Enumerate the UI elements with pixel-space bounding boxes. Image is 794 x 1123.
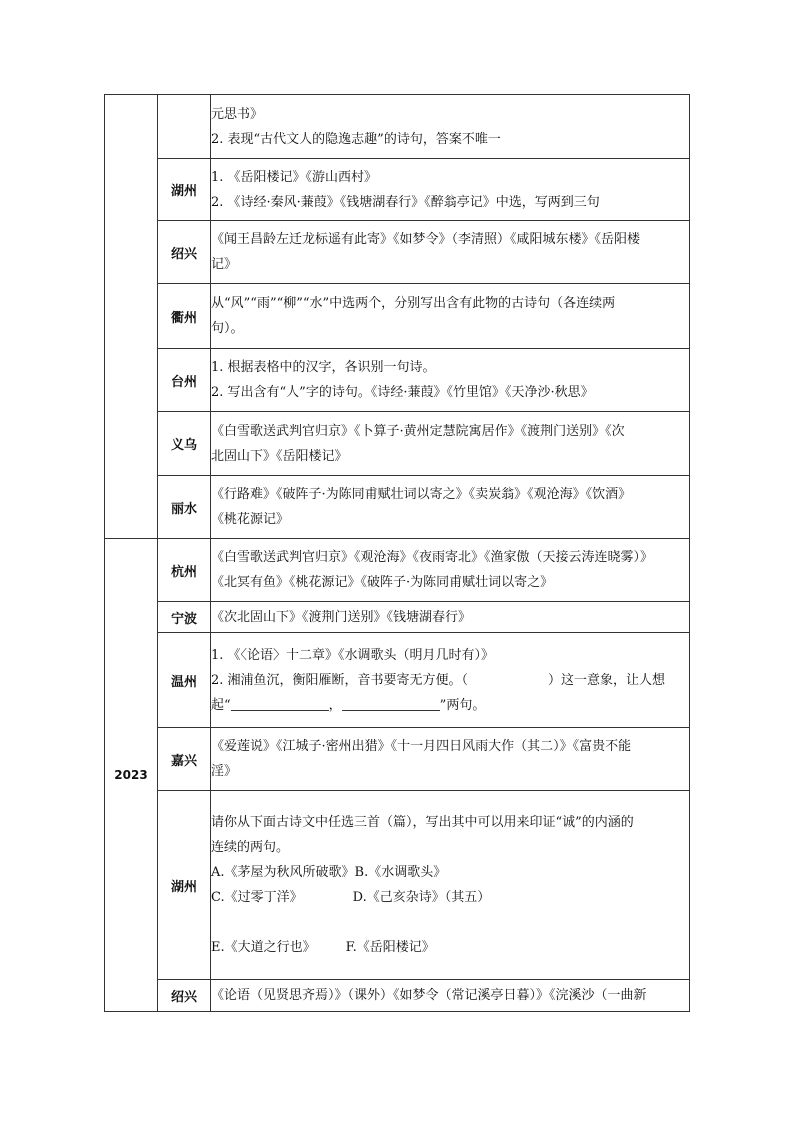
content-line: 2. 《诗经·秦风·蒹葭》《钱塘湖春行》《醉翁亭记》中选，写两到三句: [211, 194, 600, 210]
table-row: [105, 980, 690, 1012]
content-line: 句）。: [211, 321, 244, 336]
content-line: 《桃花源记》: [211, 512, 290, 527]
content-line: 《爱莲说》《江城子·密州出猎》《十一月四日风雨大作（其二）》《富贵不能: [211, 739, 632, 754]
table-row: [105, 791, 690, 980]
content-line: 《北冥有鱼》《桃花源记》《破阵子·为陈同甫赋壮词以寄之》: [211, 575, 554, 590]
content-cell: [211, 633, 690, 728]
table-row: [105, 349, 690, 412]
city-cell: 杭州: [158, 539, 211, 602]
table-row: [105, 284, 690, 349]
exam-table: [104, 94, 690, 1012]
content-cell: [211, 159, 690, 221]
year-cell: 2023: [105, 539, 158, 1012]
content-cell: [211, 412, 690, 476]
content-cell: [211, 980, 690, 1012]
content-line: 连续的两句。: [211, 840, 290, 855]
content-line: 2. 写出含有“人”字的诗句。《诗经·蒹葭》《竹里馆》《天净沙·秋思》: [211, 385, 594, 400]
table-row: [105, 633, 690, 728]
content-cell: [211, 602, 690, 633]
content-line: 《白雪歌送武判官归京》《卜算子·黄州定慧院寓居作》《渡荆门送别》《次: [211, 423, 625, 439]
options-line: [211, 935, 689, 960]
city-cell: 湖州: [158, 791, 211, 980]
table-row: [105, 476, 690, 539]
city-cell: 衢州: [158, 284, 211, 349]
content-line: 《行路难》《破阵子·为陈同甫赋壮词以寄之》《卖炭翁》《观沧海》《饮酒》: [211, 487, 632, 502]
content-line: 《次北固山下》《渡荆门送别》《钱塘湖春行》: [211, 609, 472, 625]
table-row: [105, 728, 690, 791]
content-line: 《闻王昌龄左迁龙标遥有此寄》《如梦令》（李清照）《咸阳城东楼》《岳阳楼: [211, 232, 641, 247]
content-line: 2. 表现“古代文人的隐逸志趣”的诗句，答案不唯一: [211, 131, 501, 147]
answer-underline: [231, 696, 329, 711]
table-row: [105, 412, 690, 476]
content-cell: [211, 95, 690, 159]
content-line: 《白雪歌送武判官归京》《观沧海》《夜雨寄北》《渔家傲（天接云涛连晓雾）》: [211, 550, 654, 565]
city-cell: 温州: [158, 633, 211, 728]
option-e: E.《大道之行也》: [211, 940, 316, 955]
year-cell-previous: [105, 95, 158, 539]
content-line: 从“风”“雨”“柳”“水”中选两个，分别写出含有此物的古诗句（各连续两: [211, 296, 616, 311]
content-line: 《论语（见贤思齐焉）》（课外）《如梦令（常记溪亭日暮）》《浣溪沙（一曲新: [211, 988, 647, 1003]
question-text: ”两句。: [439, 697, 486, 713]
content-cell: [211, 221, 690, 284]
option-d: D.《己亥杂诗》（其五）: [352, 890, 491, 905]
table-row: [105, 159, 690, 221]
content-line: 1. 《岳阳楼记》《游山西村》: [211, 169, 378, 185]
content-line: 记》: [211, 257, 238, 272]
city-cell: 绍兴: [158, 980, 211, 1012]
city-cell: 义乌: [158, 412, 211, 476]
city-cell: 丽水: [158, 476, 211, 539]
content-cell: [211, 476, 690, 539]
options-line: [211, 885, 689, 910]
city-cell: 台州: [158, 349, 211, 412]
content-cell: [211, 284, 690, 349]
table-row: [105, 602, 690, 633]
content-line: [211, 693, 689, 718]
option-b: B.《水调歌头》: [354, 865, 447, 880]
spacer: [211, 910, 689, 935]
city-cell: 绍兴: [158, 221, 211, 284]
content-line: 北固山下》《岳阳楼记》: [211, 448, 348, 464]
content-cell: [211, 791, 690, 980]
city-cell: 嘉兴: [158, 728, 211, 791]
content-cell: [211, 728, 690, 791]
table-row: [105, 539, 690, 602]
content-cell: [211, 539, 690, 602]
city-cell: 湖州: [158, 159, 211, 221]
city-cell: 宁波: [158, 602, 211, 633]
content-line: 请你从下面古诗文中任选三首（篇），写出其中可以用来印证“诚”的内涵的: [211, 815, 634, 830]
table-row: [105, 95, 690, 159]
content-line: 元思书》: [211, 106, 264, 122]
question-text: 起“: [211, 697, 231, 713]
answer-underline: [342, 696, 440, 711]
question-text: 2. 湘浦鱼沉，衡阳雁断，音书要寄无方便。（: [211, 672, 469, 688]
content-line: 1. 《〈论语〉十二章》《水调歌头（明月几时有）》: [211, 647, 495, 663]
question-text: ，: [328, 697, 342, 713]
table-row: [105, 221, 690, 284]
content-line: [211, 668, 689, 693]
option-c: C.《过零丁洋》: [211, 890, 303, 905]
content-line: 1. 根据表格中的汉字，各识别一句诗。: [211, 360, 436, 375]
options-line: [211, 860, 689, 885]
content-cell: [211, 349, 690, 412]
option-f: F.《岳阳楼记》: [345, 940, 435, 955]
city-cell: [158, 95, 211, 159]
option-a: A.《茅屋为秋风所破歌》: [211, 865, 355, 880]
content-line: 淫》: [211, 764, 238, 779]
question-text: ）这一意象，让人想: [548, 672, 666, 688]
